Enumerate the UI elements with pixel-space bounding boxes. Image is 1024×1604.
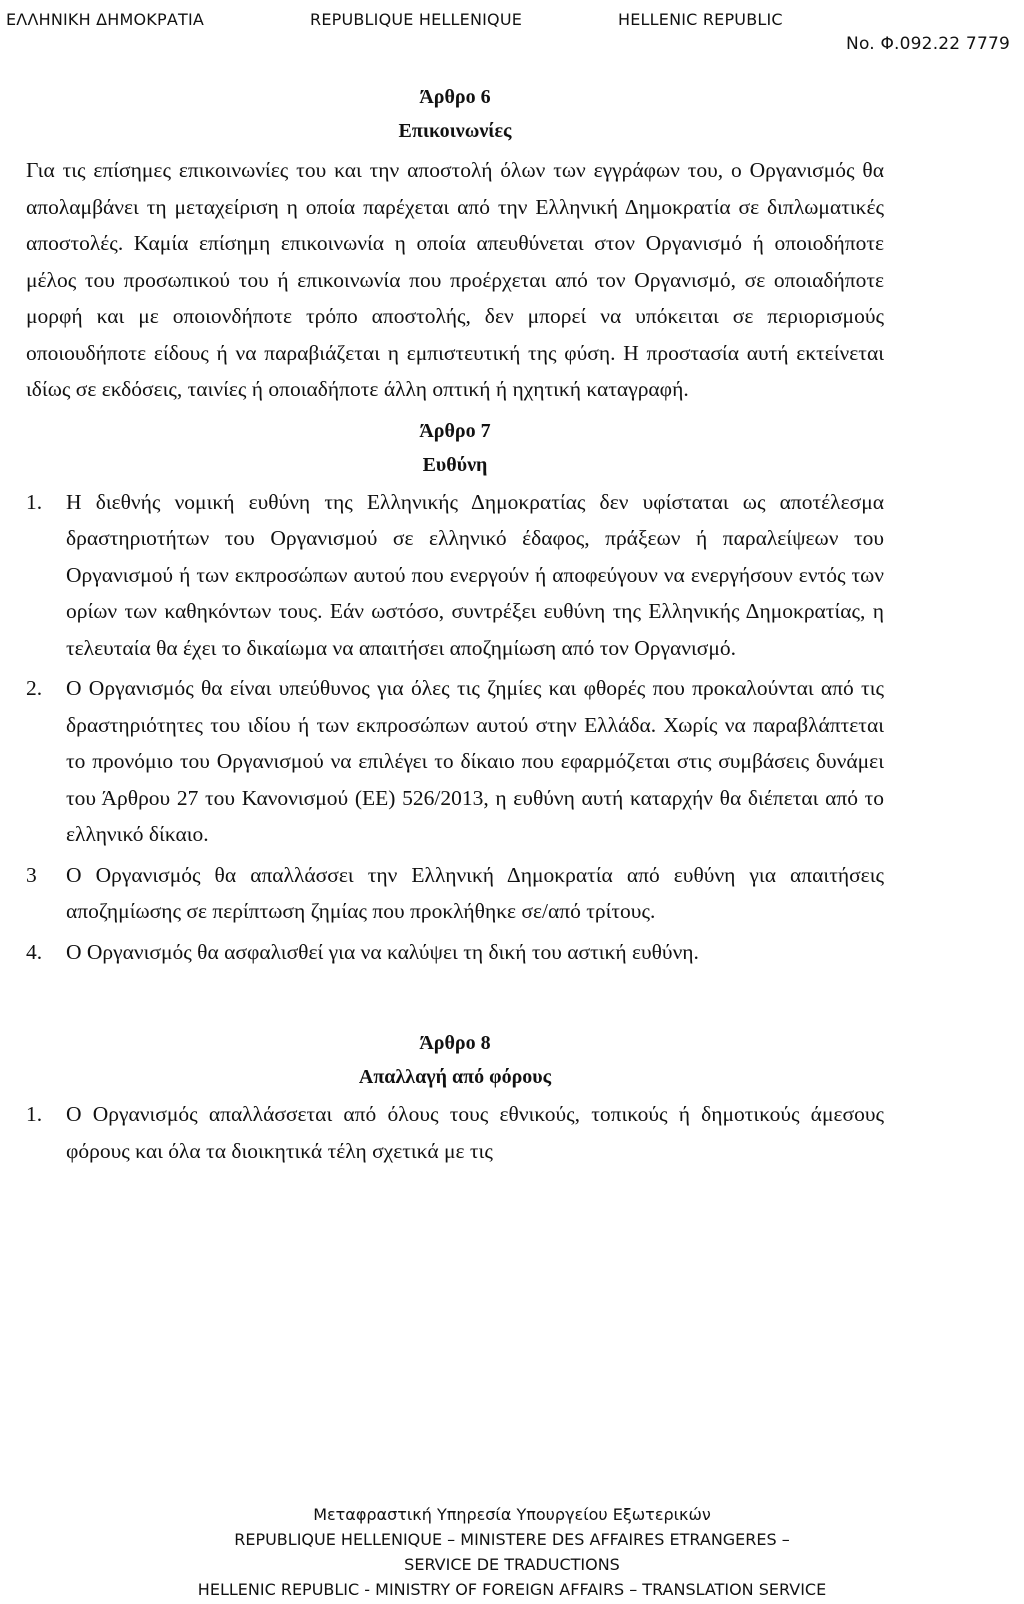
header-french: REPUBLIQUE HELLENIQUE (310, 10, 523, 29)
list-item (26, 934, 884, 971)
list-item (26, 484, 884, 667)
footer-line-french-service: SERVICE DE TRADUCTIONS (404, 1555, 620, 1574)
document-body (26, 80, 884, 1173)
item-text: Ο Οργανισμός απαλλάσσεται από όλους τους εθνικούς, τοπικούς ή δημοτικούς άμεσους φόρους και όλα τα διοικητικά τέλη σχετικά με τις (66, 1102, 884, 1163)
article-8-title: Απαλλαγή από φόρους (358, 1066, 552, 1088)
article-7-number: Άρθρο 7 (419, 419, 491, 442)
article-8 (26, 1026, 884, 1169)
article-6-title: Επικοινωνίες (398, 120, 512, 142)
item-number: 2. (26, 676, 43, 700)
section-spacer (26, 974, 884, 1026)
document-number: No. Φ.092.22 7779 (846, 34, 1010, 54)
list-item (26, 857, 884, 930)
item-number: 4. (26, 939, 43, 964)
header-greek: ΕΛΛΗΝΙΚΗ ΔΗΜΟΚΡΑΤΙΑ (6, 10, 205, 29)
footer-line-greek: Μεταφραστική Υπηρεσία Υπουργείου Εξωτερικών (313, 1505, 711, 1524)
item-number: 3 (26, 862, 37, 887)
article-6-number: Άρθρο 6 (419, 86, 491, 108)
item-number: 1. (26, 1102, 43, 1126)
article-6-text: Για τις επίσημες επικοινωνίες του και την αποστολή όλων των εγγράφων του, ο Οργανισμός θα απολαμβάνει τη μεταχείριση η οποία παρέχεται από την Ελληνική Δημοκρατία σε διπλωματικές αποστολές. Καμία επίσημη επικοινωνία η οποία απευθύνεται στον Οργανισμό ή οποιοδήποτε μέλος του προσωπικού του ή επικοινωνία που προέρχεται από τον Οργανισμό, σε οποιαδήποτε μορφή και με οποιονδήποτε τρόπο αποστολής, δεν μπορεί να υπόκειται σε περιορισμούς οποιουδήποτε είδους ή να παραβιάζεται η εμπιστευτική της φύση. Η προστασία αυτή εκτείνεται ιδίως σε εκδόσεις, ταινίες ή οποιαδήποτε άλλη οπτική ή ηχητική καταγραφή. (26, 158, 884, 401)
item-text: Ο Οργανισμός θα είναι υπεύθυνος για όλες τις ζημίες και φθορές που προκαλούνται από τις δραστηριότητες του ιδίου ή των εκπροσώπων αυτού στην Ελλάδα. Χωρίς να παραβλάπτεται το προνόμιο του Οργανισμού να επιλέγει το δίκαιο που εφαρμόζεται στις συμβάσεις δυνάμει του Άρθρου 27 του Κανονισμού (ΕΕ) 526/2013, η ευθύνη αυτή καταρχήν θα διέπεται από το ελληνικό δίκαιο. (66, 676, 884, 846)
article-8-number: Άρθρο 8 (419, 1032, 491, 1054)
item-text: Ο Οργανισμός θα ασφαλισθεί για να καλύψει τη δική του αστική ευθύνη. (66, 939, 699, 964)
list-item (26, 1096, 884, 1169)
item-text: Η διεθνής νομική ευθύνη της Ελληνικής Δημοκρατίας δεν υφίσταται ως αποτέλεσμα δραστηριοτήτων του Οργανισμού σε ελληνικό έδαφος, πράξεων ή παραλείψεων του Οργανισμού ή των εκπροσώπων αυτού που ενεργούν ή αποφεύγουν να ενεργήσουν εντός των ορίων των καθηκόντων τους. Εάν ωστόσο, συντρέξει ευθύνη της Ελληνικής Δημοκρατίας, η τελευταία θα έχει το δικαίωμα να απαιτήσει αποζημίωση από τον Οργανισμό. (66, 489, 884, 660)
footer-line-english: HELLENIC REPUBLIC - MINISTRY OF FOREIGN AFFAIRS – TRANSLATION SERVICE (197, 1580, 827, 1599)
article-7-list (26, 484, 884, 971)
item-text: Ο Οργανισμός θα απαλλάσσει την Ελληνική Δημοκρατία από ευθύνη για απαιτήσεις αποζημίωσης σε περίπτωση ζημίας που προκλήθηκε σε/από τρίτους. (66, 862, 884, 923)
footer-line-french: REPUBLIQUE HELLENIQUE – MINISTERE DES AFFAIRES ETRANGERES – (234, 1530, 790, 1549)
header-english: HELLENIC REPUBLIC (618, 10, 783, 29)
item-number: 1. (26, 489, 43, 514)
page-footer (0, 1502, 1024, 1602)
article-8-list (26, 1096, 884, 1169)
article-7-title: Ευθύνη (422, 453, 488, 476)
article-6 (26, 80, 884, 408)
list-item (26, 670, 884, 853)
article-7 (26, 414, 884, 971)
